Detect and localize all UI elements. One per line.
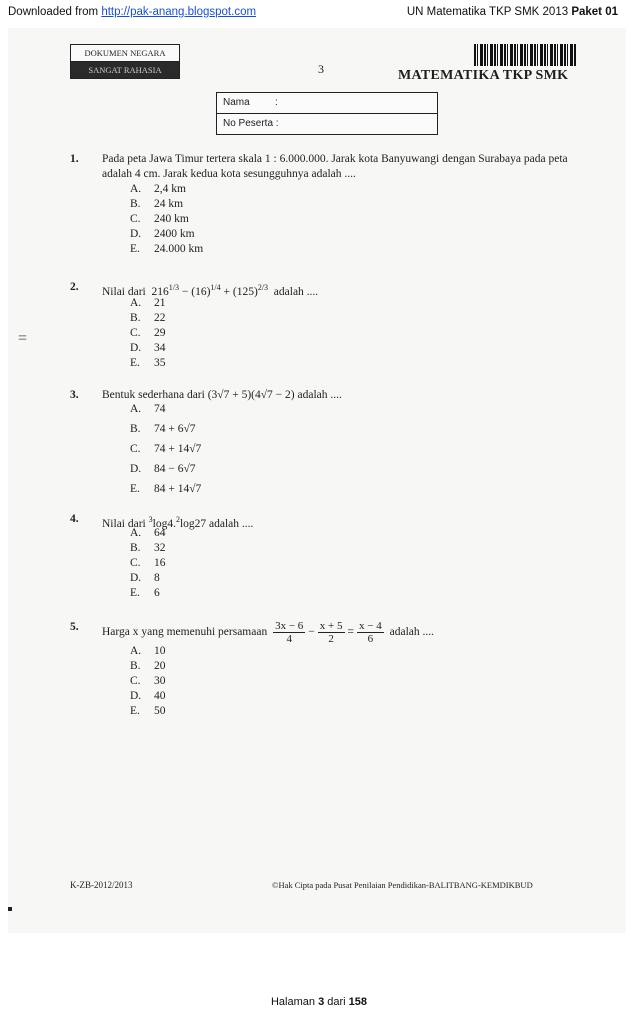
option-text: 32 bbox=[154, 542, 166, 554]
option-e[interactable] bbox=[130, 242, 203, 257]
operator-2: + bbox=[223, 285, 231, 298]
peserta-row bbox=[217, 113, 437, 134]
stem-prefix: Harga x yang memenuhi persamaan bbox=[102, 626, 268, 639]
option-letter: C. bbox=[130, 557, 141, 569]
option-text: 35 bbox=[154, 357, 166, 369]
option-text: 24 km bbox=[154, 198, 184, 210]
option-b[interactable] bbox=[130, 659, 166, 674]
options-5 bbox=[130, 644, 166, 719]
question-stem bbox=[102, 512, 582, 532]
option-c[interactable] bbox=[130, 212, 203, 227]
paket-label: Paket 01 bbox=[571, 6, 618, 18]
option-letter: C. bbox=[130, 443, 141, 455]
option-text: 74 + 14√7 bbox=[154, 443, 202, 455]
option-letter: D. bbox=[130, 690, 142, 702]
stem-prefix: Nilai dari bbox=[102, 285, 146, 298]
numerator: x + 5 bbox=[319, 620, 343, 632]
log-term-2: log27 adalah .... bbox=[179, 517, 254, 530]
question-number: 4. bbox=[70, 513, 79, 525]
option-a[interactable] bbox=[130, 296, 166, 311]
total-pages: 158 bbox=[348, 996, 368, 1008]
option-text: 29 bbox=[154, 327, 166, 339]
option-letter: C. bbox=[130, 213, 141, 225]
operator-1: − bbox=[181, 285, 189, 298]
options-3 bbox=[130, 402, 201, 502]
option-e[interactable] bbox=[130, 482, 201, 502]
option-letter: A. bbox=[130, 403, 142, 415]
option-letter: C. bbox=[130, 327, 141, 339]
option-b[interactable] bbox=[130, 197, 203, 212]
option-text: 2,4 km bbox=[154, 183, 186, 195]
source-link[interactable]: http://pak-anang.blogspot.com bbox=[101, 6, 257, 18]
numerator: 3x − 6 bbox=[275, 620, 304, 632]
option-letter: A. bbox=[130, 297, 142, 309]
option-text: 10 bbox=[154, 645, 166, 657]
option-text: 84 − 6√7 bbox=[154, 463, 196, 475]
stem-suffix: adalah .... bbox=[389, 626, 434, 639]
option-a[interactable] bbox=[130, 644, 166, 659]
current-page: 3 bbox=[318, 996, 325, 1008]
nama-label: Nama bbox=[223, 97, 250, 108]
option-text: 16 bbox=[154, 557, 166, 569]
log-base-2: 2 bbox=[175, 515, 180, 524]
option-letter: D. bbox=[130, 342, 142, 354]
option-text: 84 + 14√7 bbox=[154, 483, 202, 495]
option-b[interactable] bbox=[130, 541, 166, 556]
option-text: 50 bbox=[154, 705, 166, 717]
question-number: 5. bbox=[70, 621, 79, 633]
page-footer bbox=[0, 996, 638, 1008]
option-c[interactable] bbox=[130, 442, 201, 462]
option-text: 240 km bbox=[154, 213, 189, 225]
barcode-image bbox=[474, 44, 576, 66]
subject-title: MATEMATIKA TKP SMK bbox=[398, 68, 569, 83]
option-d[interactable] bbox=[130, 341, 166, 356]
base-2: (16) bbox=[191, 285, 211, 298]
option-a[interactable] bbox=[130, 182, 203, 197]
option-text: 21 bbox=[154, 297, 166, 309]
option-c[interactable] bbox=[130, 326, 166, 341]
page-middle: dari bbox=[324, 996, 349, 1008]
denominator: 4 bbox=[286, 633, 292, 645]
option-text: 8 bbox=[154, 572, 160, 584]
peserta-label: No Peserta : bbox=[223, 118, 279, 129]
option-a[interactable] bbox=[130, 402, 201, 422]
base-3: (125) bbox=[232, 285, 258, 298]
question-stem bbox=[102, 620, 582, 645]
option-text: 30 bbox=[154, 675, 166, 687]
option-d[interactable] bbox=[130, 227, 203, 242]
exam-title bbox=[407, 6, 618, 18]
option-b[interactable] bbox=[130, 422, 201, 442]
option-d[interactable] bbox=[130, 689, 166, 704]
option-letter: E. bbox=[130, 587, 140, 599]
question-number: 2. bbox=[70, 281, 79, 293]
option-text: 64 bbox=[154, 527, 166, 539]
fraction-2 bbox=[318, 620, 345, 645]
scan-artifact bbox=[8, 907, 12, 911]
option-letter: B. bbox=[130, 312, 141, 324]
option-e[interactable] bbox=[130, 356, 166, 371]
document-code: K-ZB-2012/2013 bbox=[70, 880, 133, 890]
option-text: 2400 km bbox=[154, 228, 195, 240]
option-e[interactable] bbox=[130, 704, 166, 719]
copyright-notice: ©Hak Cipta pada Pusat Penilaian Pendidikan-BALITBANG-KEMDIKBUD bbox=[272, 880, 533, 890]
page-prefix: Halaman bbox=[270, 996, 319, 1008]
numerator: x − 4 bbox=[359, 620, 382, 632]
option-letter: A. bbox=[130, 183, 142, 195]
stem-suffix: adalah .... bbox=[273, 285, 319, 298]
option-c[interactable] bbox=[130, 674, 166, 689]
option-letter: C. bbox=[130, 675, 141, 687]
downloaded-from-label: Downloaded from bbox=[8, 6, 102, 18]
identity-box bbox=[216, 92, 438, 135]
option-letter: D. bbox=[130, 572, 142, 584]
options-4 bbox=[130, 526, 166, 601]
question-number: 1. bbox=[70, 153, 79, 165]
option-text: 6 bbox=[154, 587, 160, 599]
exponent-1: 1/3 bbox=[168, 283, 179, 292]
options-2 bbox=[130, 296, 166, 371]
classification-stamp bbox=[70, 44, 180, 79]
fraction-3 bbox=[357, 620, 384, 645]
option-a[interactable] bbox=[130, 526, 166, 541]
option-letter: B. bbox=[130, 660, 141, 672]
base-1: 216 bbox=[151, 285, 169, 298]
option-letter: D. bbox=[130, 228, 142, 240]
question-stem: Pada peta Jawa Timur tertera skala 1 : 6.000.000. Jarak kota Banyuwangi dengan Surabaya pada peta adalah 4 cm. Jarak kedua kota sesungguhnya adalah .... bbox=[102, 153, 568, 180]
option-letter: E. bbox=[130, 243, 140, 255]
option-letter: E. bbox=[130, 705, 140, 717]
option-letter: E. bbox=[130, 483, 140, 495]
download-source bbox=[8, 6, 256, 18]
option-letter: E. bbox=[130, 357, 140, 369]
option-d[interactable] bbox=[130, 462, 201, 482]
log-base-1: 3 bbox=[148, 515, 153, 524]
option-letter: A. bbox=[130, 527, 142, 539]
operator-1: − bbox=[308, 626, 315, 639]
option-letter: A. bbox=[130, 645, 142, 657]
stem-prefix: Nilai dari bbox=[102, 517, 146, 530]
exam-title-text: UN Matematika TKP SMK 2013 bbox=[406, 6, 572, 18]
option-text: 20 bbox=[154, 660, 166, 672]
operator-2: = bbox=[347, 626, 355, 639]
option-letter: B. bbox=[130, 423, 141, 435]
option-d[interactable] bbox=[130, 571, 166, 586]
nama-row bbox=[217, 93, 437, 113]
question-stem bbox=[102, 280, 582, 300]
nama-colon: : bbox=[275, 97, 278, 108]
option-letter: B. bbox=[130, 542, 141, 554]
margin-mark: = bbox=[18, 330, 28, 347]
question-stem: Bentuk sederhana dari (3√7 + 5)(4√7 − 2) adalah .... bbox=[102, 389, 342, 401]
log-term-1: log4. bbox=[152, 517, 176, 530]
option-text: 22 bbox=[154, 312, 166, 324]
option-text: 74 bbox=[154, 403, 166, 415]
option-text: 74 + 6√7 bbox=[154, 423, 196, 435]
option-letter: B. bbox=[130, 198, 141, 210]
options-1 bbox=[130, 182, 203, 257]
option-b[interactable] bbox=[130, 311, 166, 326]
option-text: 34 bbox=[154, 342, 166, 354]
denominator: 2 bbox=[328, 633, 334, 645]
page-number: 3 bbox=[318, 62, 324, 76]
question-number: 3. bbox=[70, 389, 79, 401]
option-text: 24.000 km bbox=[154, 243, 204, 255]
denominator: 6 bbox=[367, 633, 374, 645]
stamp-line-2: SANGAT RAHASIA bbox=[71, 62, 179, 78]
download-header bbox=[8, 6, 630, 24]
option-letter: D. bbox=[130, 463, 142, 475]
stamp-line-1: DOKUMEN NEGARA bbox=[71, 45, 179, 62]
fraction-1 bbox=[273, 620, 305, 645]
option-text: 40 bbox=[154, 690, 166, 702]
option-c[interactable] bbox=[130, 556, 166, 571]
exponent-2: 1/4 bbox=[210, 283, 221, 292]
exponent-3: 2/3 bbox=[257, 283, 269, 292]
option-e[interactable] bbox=[130, 586, 166, 601]
